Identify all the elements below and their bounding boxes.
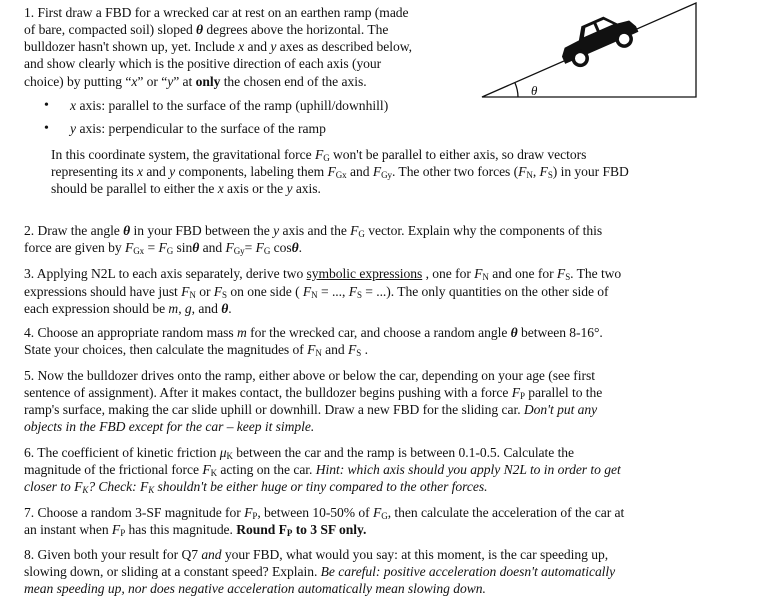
q3-line2: expressions should have just $F_N$ or $F_S$ on one side ( $F_N$ = ..., $F_S$ = ...). The only quantities on the other side of xyxy=(24,284,609,300)
q2-line1: 2. Draw the angle θ in your FBD between the y axis and the $F_G$ vector. Explain why the components of this xyxy=(24,223,603,239)
q1-line2: of bare, compacted soil) sloped θ degrees above the horizontal. The xyxy=(24,22,389,37)
q5-line3: ramp's surface, making the car slide uphill or downhill. Draw a new FBD for the sliding car. Don't put any xyxy=(24,402,598,417)
q1-line4: and show clearly which is the positive direction of each axis (your xyxy=(24,56,382,71)
q7-line1: 7. Choose a random 3-SF magnitude for $F_P$, between 10-50% of $F_G$, then calculate the acceleration of the car at xyxy=(24,505,625,521)
q5-line4: objects in the FBD except for the car – keep it simple. xyxy=(24,419,315,434)
bullet-y-axis: • y axis: perpendicular to the surface of the ramp xyxy=(44,120,388,138)
q1-para-line3: should be parallel to either the x axis or the y axis. xyxy=(51,181,321,196)
ramp-figure xyxy=(478,0,708,104)
q7-line2: an instant when $F_P$ has this magnitude. Round $F_P$ to 3 SF only. xyxy=(24,522,367,538)
angle-label: θ xyxy=(531,83,538,98)
q1-line5: choice) by putting “x” or “y” at only the chosen end of the axis. xyxy=(24,74,367,89)
axis-bullet-list xyxy=(44,97,388,142)
q2-line2: force are given by $F_{Gx} = F_G$ sinθ and $F_{Gy}= F_G$ cosθ. xyxy=(24,240,302,256)
q8-line1: 8. Given both your result for Q7 and your FBD, what would you say: at this moment, is the car speeding up, xyxy=(24,547,609,562)
q3-line3: each expression should be m, g, and θ. xyxy=(24,301,232,316)
q3-line1: 3. Applying N2L to each axis separately, derive two symbolic expressions , one for $F_N$ and one for $F_S$. The two xyxy=(24,266,622,282)
q6-line1: 6. The coefficient of kinetic friction $\mu_K$ between the car and the ramp is between 0.1-0.5. Calculate the xyxy=(24,445,575,461)
q8-line2: slowing down, or sliding at a constant speed? Explain. Be careful: positive acceleration doesn't automatically xyxy=(24,564,616,579)
q6-line2: magnitude of the frictional force $F_K$ acting on the car. Hint: which axis should you apply N2L to in order to get xyxy=(24,462,621,478)
q6-line3: closer to $F_K$? Check: $F_K$ shouldn't be either huge or tiny compared to the other forces. xyxy=(24,479,488,495)
bullet-x-axis: • x axis: parallel to the surface of the ramp (uphill/downhill) xyxy=(44,97,388,115)
q5-line2: sentence of assignment). After it makes contact, the bulldozer begins pushing with a force $F_P$ parallel to the xyxy=(24,385,603,401)
q1-para-line1: In this coordinate system, the gravitational force $F_G$ won't be parallel to either axis, so draw vectors xyxy=(51,147,587,163)
q4-line2: State your choices, then calculate the magnitudes of $F_N$ and $F_S$ . xyxy=(24,342,368,358)
car-icon xyxy=(554,6,642,71)
q1-line3: bulldozer hasn't shown up, yet. Include x and y axes as described below, xyxy=(24,39,412,54)
q1-para-line2: representing its x and y components, labeling them $F_{Gx}$ and $F_{Gy}$. The other two forces ($F_N$, $F_S$) in your FBD xyxy=(51,164,629,180)
angle-arc xyxy=(515,83,518,97)
q5-line1: 5. Now the bulldozer drives onto the ramp, either above or below the car, depending on your age (see first xyxy=(24,368,595,383)
q4-line1: 4. Choose an appropriate random mass m for the wrecked car, and choose a random angle θ between 8-16°. xyxy=(24,325,603,340)
q8-line3: mean speeding up, nor does negative acceleration automatically mean slowing down. xyxy=(24,581,486,596)
q1-line1: 1. First draw a FBD for a wrecked car at rest on an earthen ramp (made xyxy=(24,5,409,20)
